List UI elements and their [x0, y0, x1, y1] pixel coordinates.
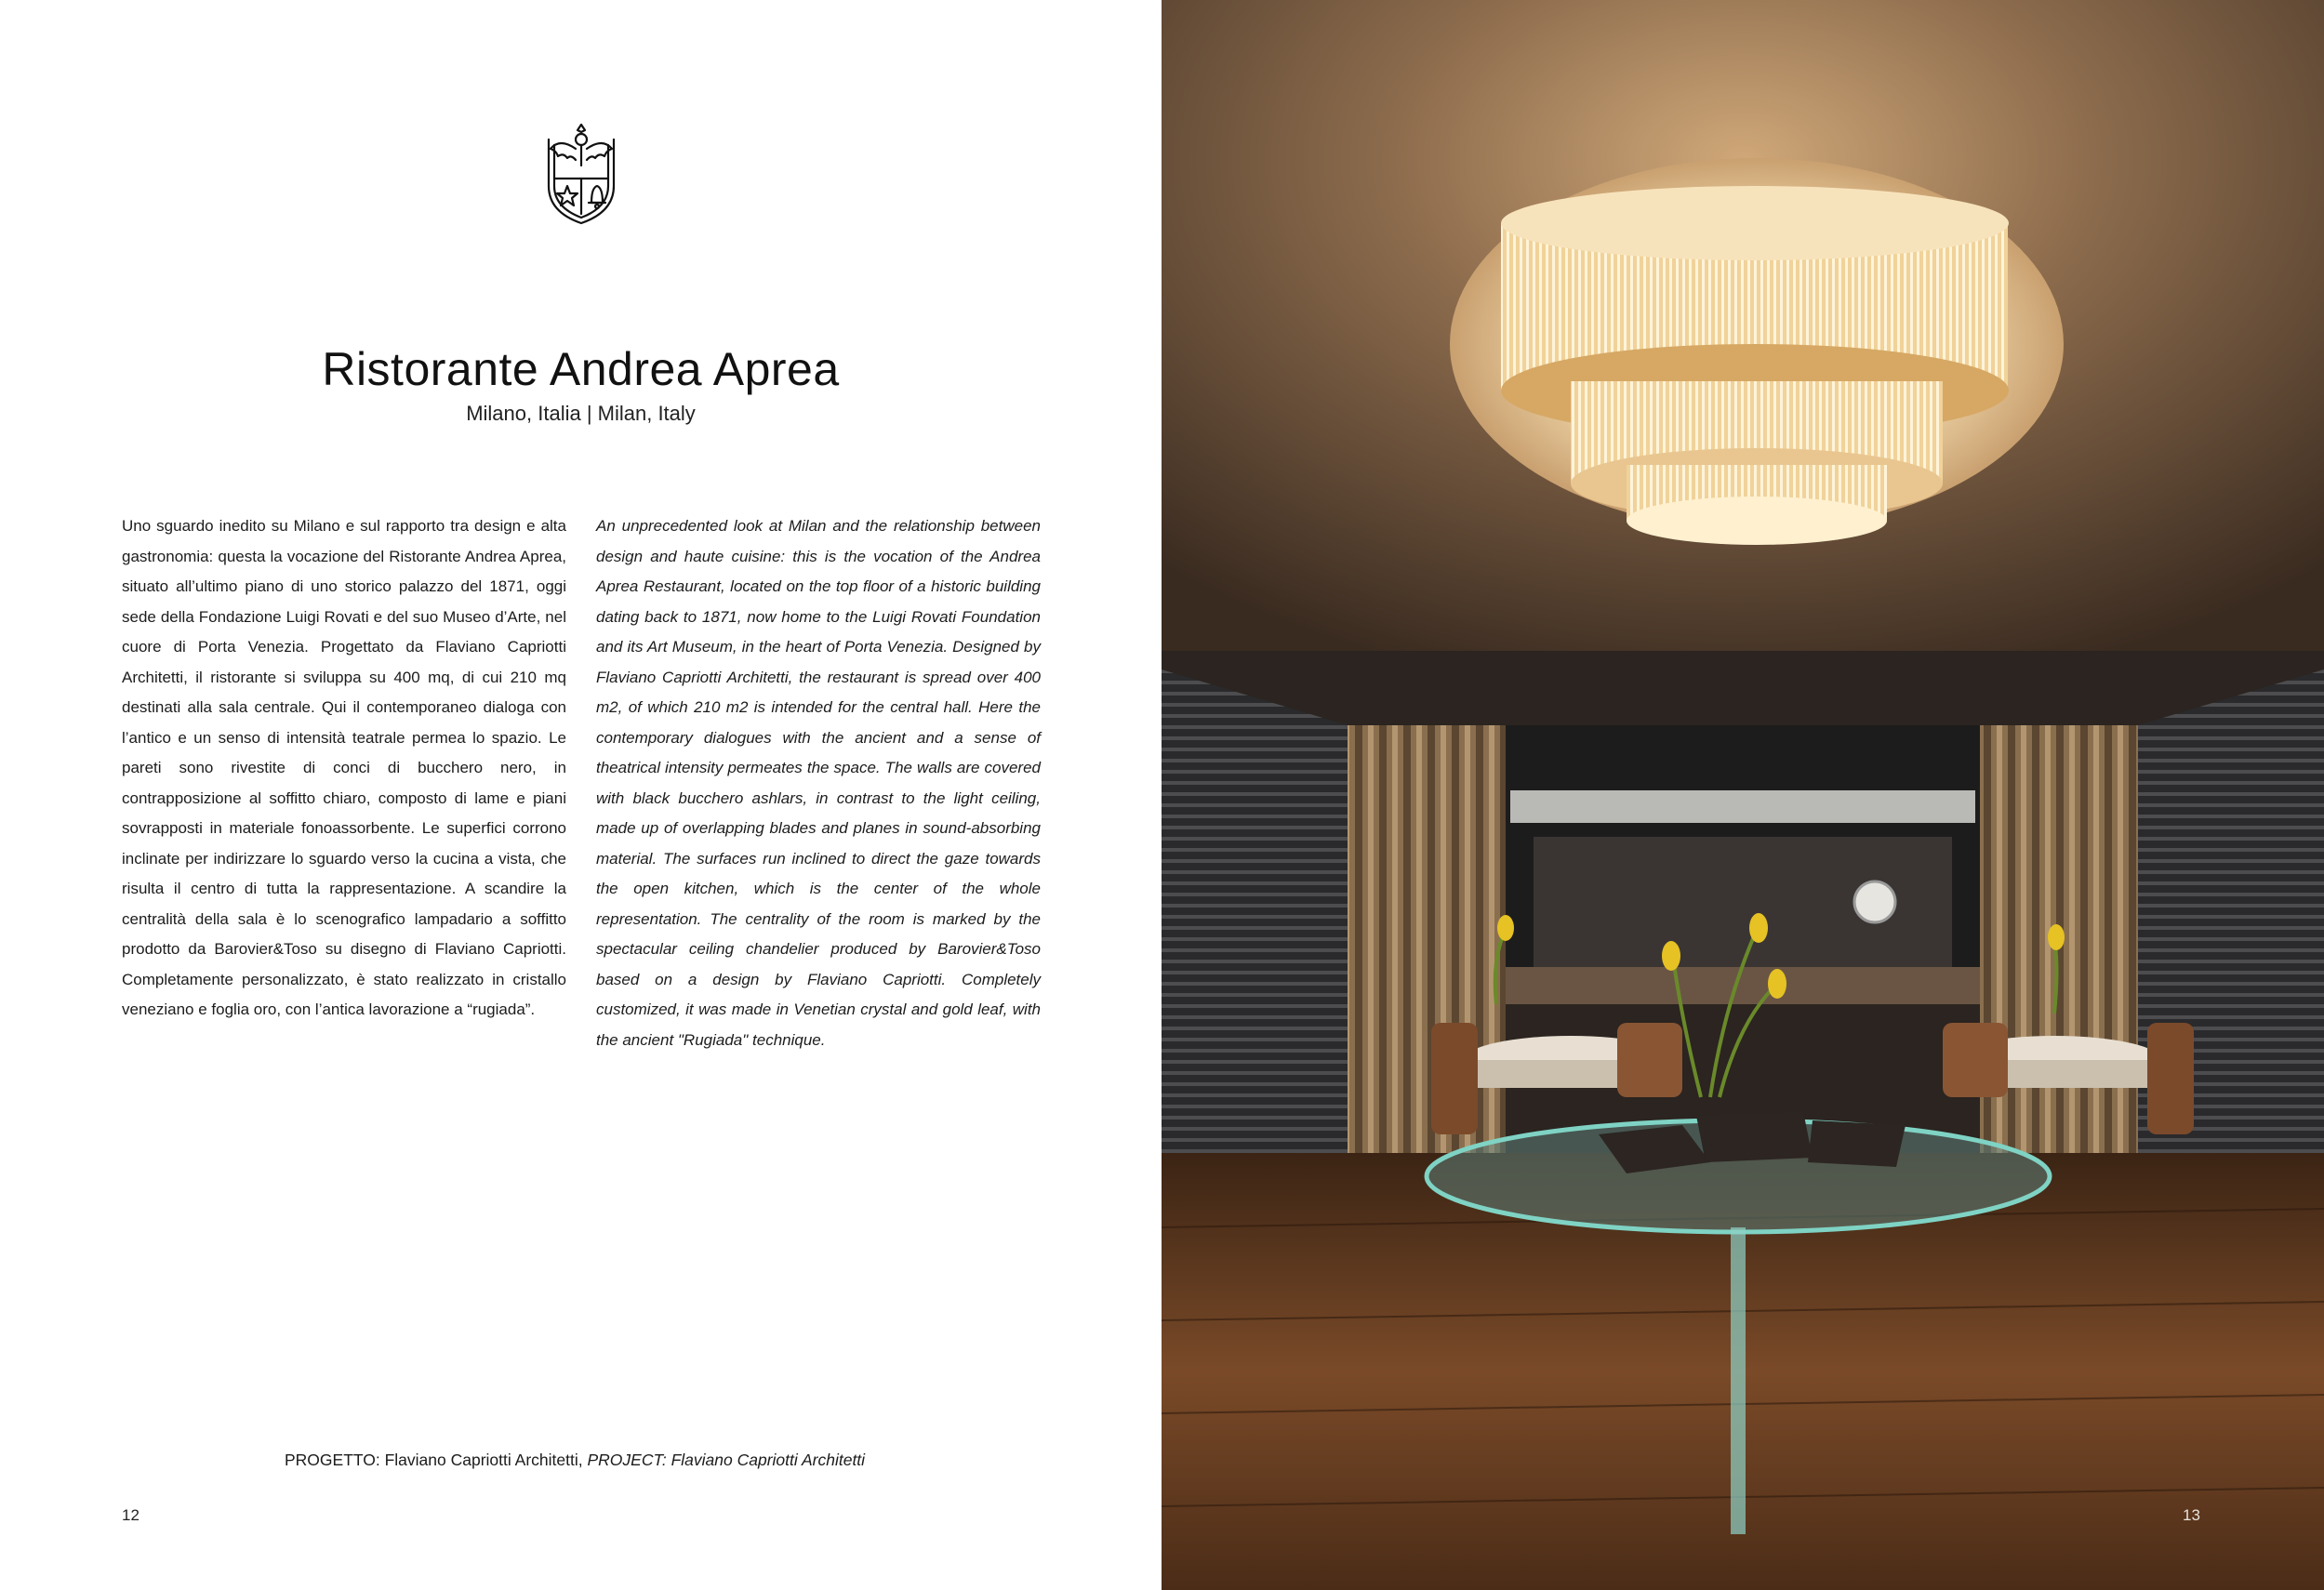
page-title: Ristorante Andrea Aprea	[322, 343, 840, 395]
credit-italian: PROGETTO: Flaviano Capriotti Architetti,	[285, 1451, 583, 1469]
restaurant-photo	[1162, 0, 2324, 1590]
crest-logo-icon	[539, 121, 623, 225]
body-text-english: An unprecedented look at Milan and the relationship between design and haute cuisine: this is the vocation of the Andrea Aprea Restaurant, located on the top floor of a historic building dating back to 1871, now home to the Luigi Rovati Foundation and its Art Museum, in the heart of Porta Venezia. Designed by Flaviano Capriotti Architetti, the restaurant is spread over 400 m2, of which 210 m2 is intended for the central hall. Here the contemporary dialogues with the ancient and a sense of theatrical intensity permeates the space. The walls are covered with black bucchero ashlars, in contrast to the light ceiling, made up of overlapping blades and planes in sound-absorbing material. The surfaces run inclined to direct the gaze towards the open kitchen, which is the center of the whole representation. The centrality of the room is marked by the spectacular ceiling chandelier produced by Barovier&Toso based on a design by Flaviano Capriotti. Completely customized, it was made in Venetian crystal and gold leaf, with the ancient "Rugiada" technique.	[596, 517, 1041, 1049]
page-subtitle: Milano, Italia | Milan, Italy	[466, 402, 696, 425]
page-number-right: 13	[2183, 1506, 2200, 1524]
project-credit	[285, 1451, 865, 1470]
credit-english: PROJECT: Flaviano Capriotti Architetti	[587, 1451, 866, 1469]
page-number-left: 12	[122, 1506, 139, 1524]
body-text-italian: Uno sguardo inedito su Milano e sul rapporto tra design e alta gastronomia: questa la vocazione del Ristorante Andrea Aprea, situato all’ultimo piano di uno storico palazzo del 1871, oggi sede della Fondazione Luigi Rovati e del suo Museo d’Arte, nel cuore di Porta Venezia. Progettato da Flaviano Capriotti Architetti, il ristorante si sviluppa su 400 mq, di cui 210 mq destinati alla sala centrale. Qui il contemporaneo dialoga con l’antico e un senso di intensità teatrale permea lo spazio. Le pareti sono rivestite di conci di bucchero nero, in contrapposizione al soffitto chiaro, composto di lame e piani sovrapposti in materiale fonoassorbente. Le superfici corrono inclinate per indirizzare lo sguardo verso la cucina a vista, che risulta il centro di tutta la rappresentazione. A scandire la centralità della sala è lo scenografico lampadario a soffitto prodotto da Barovier&Toso su disegno di Flaviano Capriotti. Completamente personalizzato, è stato realizzato in cristallo veneziano e foglia oro, con l’antica lavorazione a “rugiada”.	[122, 517, 566, 1018]
